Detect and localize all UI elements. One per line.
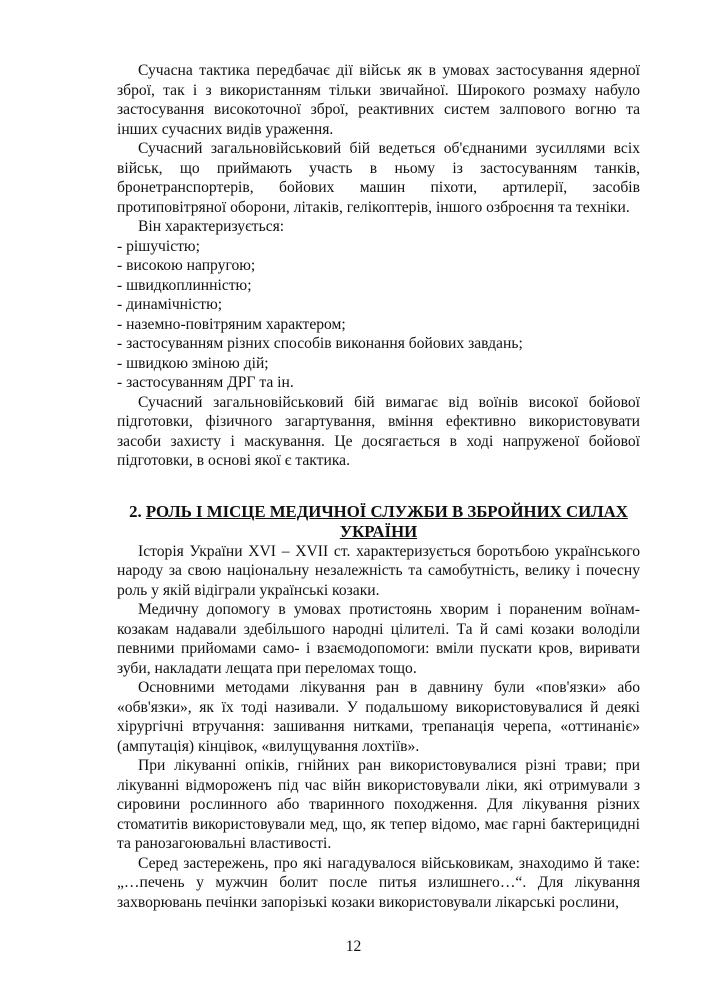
list-item: - високою напругою; [117,257,256,274]
intro-paragraph-3: Сучасний загальновійськовий бій вимагає від воїнів високої бойової підготовки, фізичного загартування, вміння ефективно використовувати засоби захисту і маскування. Це досягається в ході напруженої бойової підготовки, в основі якої є тактика. [117,393,640,469]
list-item: - динамічністю; [117,296,223,313]
list-item: - рішучістю; [117,237,200,255]
section-paragraph-1: Історія України XVI – XVII ст. характеризується боротьбою українського народу за свою національну незалежність та самобутність, велику і почесну роль у якій відіграли українські козаки. [117,542,640,599]
characterized-label: Він характеризується: [138,218,285,235]
page-content [117,61,640,912]
section-paragraph-2: Медичну допомогу в умовах протистоянь хворим і пораненим воїнам-козакам надавали здебільшого народні цілителі. Та й самі козаки володіли певними прийомами само- і взаємодопомоги: вміли пускати кров, виривати зуби, накладати лещата при переломах тощо. [117,601,640,677]
intro-paragraph-2: Сучасний загальновійськовий бій ведеться об'єднаними зусиллями всіх військ, що приймають участь в ньому із застосуванням танків, бронетранспортерів, бойових машин піхоти, артилерії, засобів протиповітряної оборони, літаків, гелікоптерів, іншого озброєння та техніки. [117,140,640,216]
section-heading [117,502,640,542]
section-number: 2. [129,501,142,521]
list-item: - застосуванням різних способів виконання бойових завдань; [117,335,523,352]
section-title: РОЛЬ І МІСЦЕ МЕДИЧНОЇ СЛУЖБИ В ЗБРОЙНИХ СИЛАХ УКРАЇНИ [145,501,628,541]
list-item: - застосуванням ДРГ та ін. [117,374,294,391]
section-paragraph-5: Серед застережень, про які нагадувалося військовикам, знаходимо й таке: „…печень у мужчин болит после питья излишнего…“. Для лікування захворювань печінки запорізькі козаки використовували лікарські рослини, [117,854,640,911]
section-paragraph-4: При лікуванні опіків, гнійних ран використовувалися різні трави; при лікуванні відмороженъ під час війн використовували ліки, які отримували з сировини рослинного або тваринного походження. Для лікування різних стоматитів використовували мед, що, як тепер відомо, має гарні бактерицидні та ранозагоювальні властивості. [117,757,640,852]
list-item: - швидкою зміною дій; [117,354,269,372]
intro-paragraph-1: Сучасна тактика передбачає дії військ як в умовах застосування ядерної зброї, так і з використанням тільки звичайної. Широкого розмаху набуло застосування високоточної зброї, реактивних систем залпового вогню та інших сучасних видів ураження. [117,62,640,138]
list-item: - наземно-повітряним характером; [117,315,346,333]
page-number: 12 [345,938,362,955]
characteristics-list [117,237,640,393]
list-item: - швидкоплинністю; [117,276,252,294]
section-paragraph-3: Основними методами лікування ран в давнину були «пов'язки» або «обв'язки», як їх тоді називали. У подальшому використовувалися й деякі хірургічні втручання: зашивання нитками, трепанація черепа, «оттинаніє» (ампутація) кінцівок, «вилущування лохтіїв». [117,679,640,755]
